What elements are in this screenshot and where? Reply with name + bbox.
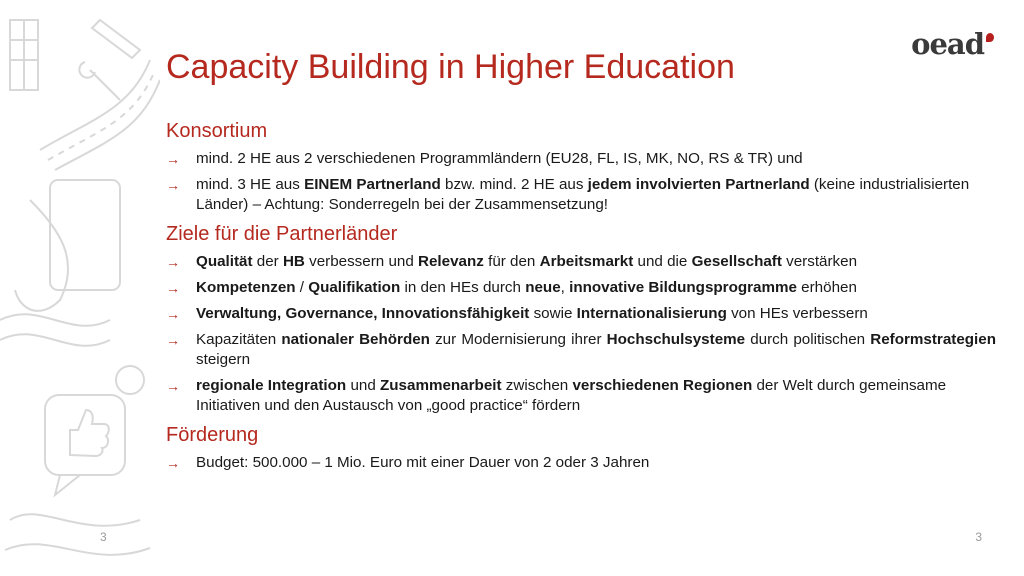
- bullet-item: [166, 278, 996, 298]
- bold-text-run: neue: [525, 279, 561, 296]
- bullet-text: [196, 376, 996, 416]
- bold-text-run: Reformstrategien: [870, 331, 996, 348]
- oead-logo: [911, 24, 994, 64]
- arrow-bullet-icon: →: [166, 332, 180, 348]
- bold-text-run: Qualität: [196, 253, 253, 270]
- text-run: und die: [633, 253, 692, 270]
- doodle-bottom-lines: [5, 514, 150, 555]
- bullet-item: [166, 330, 996, 370]
- section-konsortium: [166, 118, 996, 215]
- bold-text-run: Internationalisierung: [576, 305, 727, 322]
- doodle-curves: [0, 314, 110, 346]
- text-run: von HEs verbessern: [726, 305, 868, 322]
- slide-title: Capacity Building in Higher Education: [166, 48, 735, 86]
- bullet-list: [166, 453, 996, 473]
- text-run: Budget: 500.000 – 1 Mio. Euro mit einer Dauer von 2 oder 3 Jahren: [196, 454, 650, 471]
- logo-text: oead: [911, 27, 984, 61]
- arrow-bullet-icon: →: [166, 455, 180, 471]
- section-heading: Ziele für die Partnerländer: [166, 223, 398, 245]
- bullet-text: [196, 453, 996, 473]
- bullet-text: [196, 304, 996, 324]
- bullet-text: [196, 278, 996, 298]
- doodle-building-lines: [10, 20, 38, 90]
- section-ziele: [166, 221, 996, 416]
- text-run: verbessern und: [304, 253, 419, 270]
- doodle-phone-icon: [50, 180, 120, 290]
- doodle-road: [40, 60, 160, 170]
- bold-text-run: Hochschulsysteme: [606, 331, 746, 348]
- bullet-text: [196, 252, 996, 272]
- bullet-item: [166, 175, 996, 215]
- bold-text-run: regionale Integration: [196, 377, 347, 394]
- text-run: /: [295, 279, 309, 296]
- text-run: zwischen: [501, 377, 573, 394]
- arrow-bullet-icon: →: [166, 151, 180, 167]
- section-foerderung: [166, 422, 996, 473]
- text-run: für den: [483, 253, 540, 270]
- text-run: steigern: [196, 351, 251, 368]
- text-run: verstärken: [781, 253, 858, 270]
- text-run: zur Modernisierung ihrer: [429, 331, 607, 348]
- bullet-text: [196, 149, 996, 169]
- bullet-item: [166, 149, 996, 169]
- bold-text-run: Relevanz: [418, 253, 484, 270]
- bullet-list: [166, 149, 996, 215]
- bold-text-run: HB: [282, 253, 305, 270]
- bold-text-run: Verwaltung, Governance, Innovationsfähigkeit: [196, 305, 530, 322]
- text-run: (keine industrialisierten Länder) – Achtung: Sonderregeln bei der Zusammensetzung!: [196, 176, 970, 213]
- text-run: der: [252, 253, 283, 270]
- bold-text-run: innovative Bildungsprogramme: [569, 279, 797, 296]
- bold-text-run: Qualifikation: [308, 279, 401, 296]
- bullet-list: [166, 252, 996, 416]
- bullet-text: [196, 330, 996, 370]
- bold-text-run: EINEM Partnerland: [304, 176, 441, 193]
- text-run: Kapazitäten: [196, 331, 282, 348]
- section-heading: Konsortium: [166, 120, 268, 142]
- bullet-item: [166, 252, 996, 272]
- text-run: mind. 2 HE aus 2 verschiedenen Programmländern (EU28, FL, IS, MK, NO, RS & TR) und: [196, 150, 803, 167]
- doodle-hand: [15, 200, 68, 311]
- bullet-text: [196, 175, 996, 215]
- bold-text-run: nationaler Behörden: [281, 331, 430, 348]
- arrow-bullet-icon: →: [166, 177, 180, 193]
- doodle-wrench-icon: [79, 62, 120, 100]
- doodle-circle: [116, 366, 144, 394]
- text-run: bzw. mind. 2 HE aus: [440, 176, 588, 193]
- arrow-bullet-icon: →: [166, 254, 180, 270]
- bold-text-run: Gesellschaft: [691, 253, 782, 270]
- bold-text-run: Kompetenzen: [196, 279, 296, 296]
- arrow-bullet-icon: →: [166, 378, 180, 394]
- doodle-bubble-tail: [55, 475, 80, 495]
- doodle-speech-bubble: [45, 395, 125, 475]
- text-run: sowie: [529, 305, 577, 322]
- page-number-left: 3: [100, 530, 107, 544]
- section-heading: Förderung: [166, 424, 259, 446]
- thumbs-up-icon: [70, 410, 109, 456]
- bold-text-run: Zusammenarbeit: [380, 377, 502, 394]
- page-number-right: 3: [975, 530, 982, 544]
- decorative-doodles: [0, 0, 160, 576]
- bold-text-run: jedem involvierten Partnerland: [587, 176, 810, 193]
- bullet-item: [166, 453, 996, 473]
- text-run: in den HEs durch: [400, 279, 526, 296]
- bold-text-run: Arbeitsmarkt: [539, 253, 634, 270]
- arrow-bullet-icon: →: [166, 306, 180, 322]
- bullet-item: [166, 304, 996, 324]
- text-run: mind. 3 HE aus: [196, 176, 305, 193]
- text-run: durch politischen: [745, 331, 871, 348]
- text-run: erhöhen: [796, 279, 857, 296]
- text-run: ,: [560, 279, 570, 296]
- bullet-item: [166, 376, 996, 416]
- arrow-bullet-icon: →: [166, 280, 180, 296]
- logo-mark-icon: [986, 33, 994, 42]
- doodle-pencil-icon: [92, 20, 140, 58]
- bold-text-run: verschiedenen Regionen: [572, 377, 753, 394]
- text-run: und: [346, 377, 380, 394]
- text-run: der Welt durch gemeinsame Initiativen und den Austausch von „good practice“ fördern: [196, 377, 947, 414]
- slide-content: [166, 118, 996, 479]
